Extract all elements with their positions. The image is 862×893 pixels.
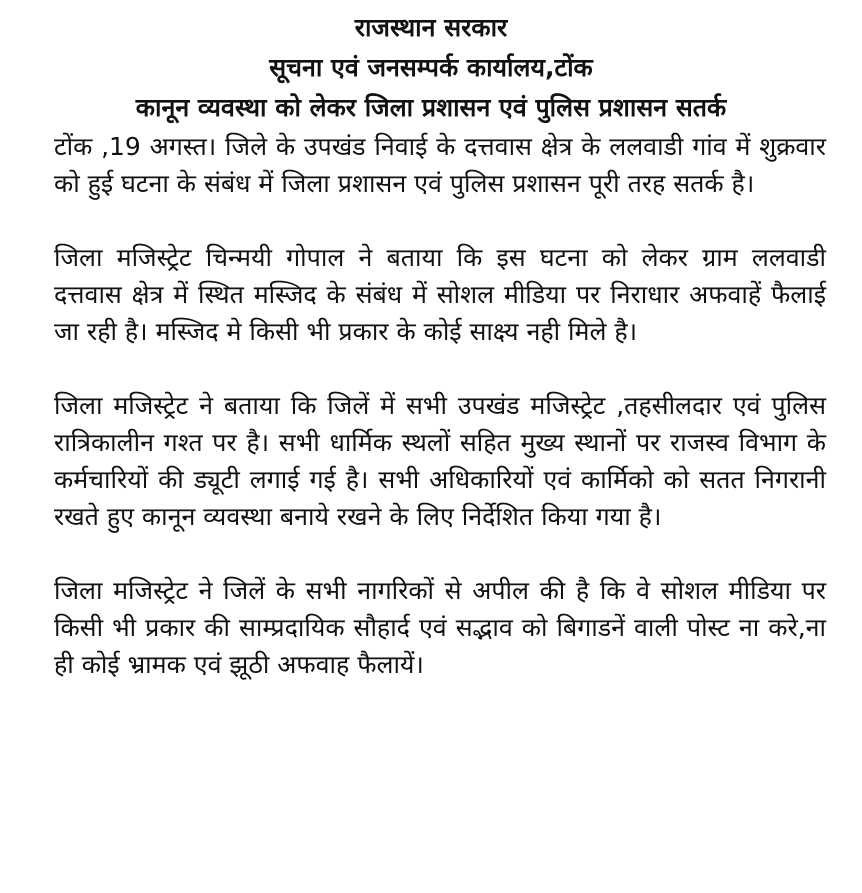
press-release-title: कानून व्यवस्था को लेकर जिला प्रशासन एवं पुलिस प्रशासन सतर्क	[135, 93, 727, 122]
paragraph-intro: टोंक ,19 अगस्त। जिले के उपखंड निवाई के दत्तवास क्षेत्र के ललवाडी गांव में शुक्रवार को हुई घटना के संबंध में जिला प्रशासन एवं पुलिस प्रशासन पूरी तरह सतर्क है।	[54, 132, 826, 198]
paragraph-patrol-duty: जिला मजिस्ट्रेट ने बताया कि जिलें में सभी उपखंड मजिस्ट्रेट ,तहसीलदार एवं पुलिस रात्रिकालीन गश्त पर है। सभी धार्मिक स्थलों सहित मुख्य स्थानों पर राजस्व विभाग के कर्मचारियों की ड्यूटी लगाई गई है। सभी अधिकारियों एवं कार्मिको को सतत निगरानी रखते हुए कानून व्यवस्था बनाये रखने के लिए निर्देशित किया गया है।	[54, 391, 826, 531]
paragraph-rumor-denial: जिला मजिस्ट्रेट चिन्मयी गोपाल ने बताया कि इस घटना को लेकर ग्राम ललवाडी दत्तवास क्षेत्र में स्थित मस्जिद के संबंध में सोशल मीडिया पर निराधार अफवाहें फैलाई जा रही है। मस्जिद मे किसी भी प्रकार के कोई साक्ष्य नही मिले है।	[54, 243, 826, 346]
government-heading: राजस्थान सरकार	[354, 13, 508, 42]
office-heading: सूचना एवं जनसम्पर्क कार्यालय,टोंक	[269, 53, 593, 82]
press-release-header	[36, 8, 826, 128]
press-release-body	[54, 128, 826, 683]
paragraph-public-appeal: जिला मजिस्ट्रेट ने जिलें के सभी नागरिकों से अपील की है कि वे सोशल मीडिया पर किसी भी प्रकार की साम्प्रदायिक सौहार्द एवं सद्भाव को बिगाडनें वाली पोस्ट ना करे,ना ही कोई भ्रामक एवं झूठी अफवाह फैलायें।	[54, 576, 826, 679]
